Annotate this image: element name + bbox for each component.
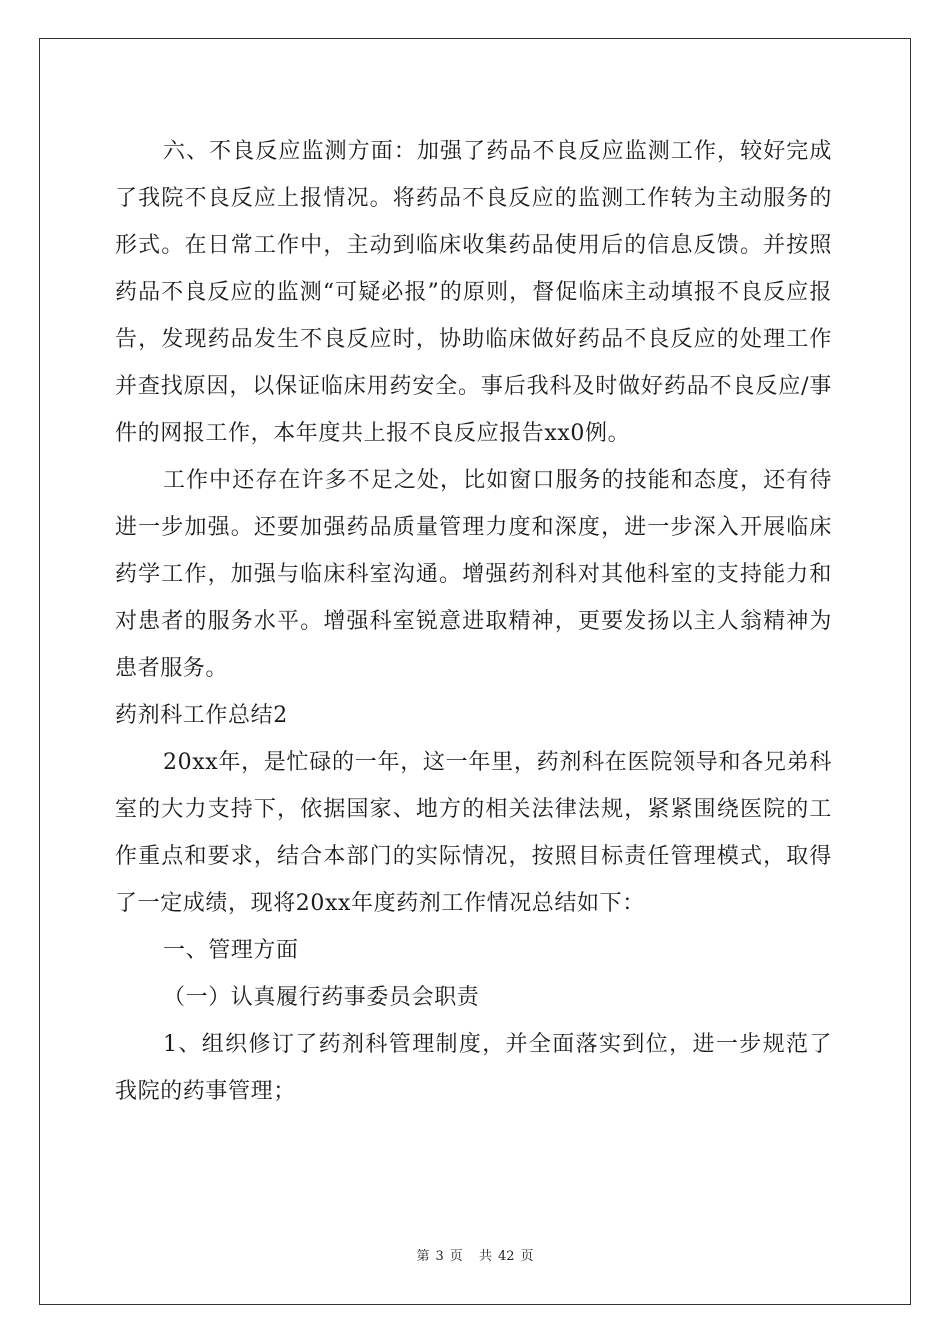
total-pages: 42 bbox=[497, 1249, 515, 1264]
paragraph-adverse-reaction: 六、不良反应监测方面：加强了药品不良反应监测工作，较好完成了我院不良反应上报情况。将药品不良反应的监测工作转为主动服务的形式。在日常工作中，主动到临床收集药品使用后的信息反馈。并按照药品不良反应的监测“可疑必报”的原则，督促临床主动填报不良反应报告，发现药品发生不良反应时，协助临床做好药品不良反应的处理工作并查找原因，以保证临床用药安全。事后我科及时做好药品不良反应/事件的网报工作，本年度共上报不良反应报告xx0例。 bbox=[115, 139, 832, 446]
total-label: 共 bbox=[478, 1249, 492, 1264]
paragraph-item-1: 1、组织修订了药剂科管理制度，并全面落实到位，进一步规范了我院的药事管理； bbox=[115, 1032, 832, 1104]
subheading-committee: （一）认真履行药事委员会职责 bbox=[163, 985, 480, 1010]
document-body bbox=[115, 128, 832, 1115]
page-label: 第 bbox=[416, 1249, 430, 1264]
page-number: 3 bbox=[435, 1249, 444, 1264]
subheading-management: 一、管理方面 bbox=[163, 938, 299, 963]
total-unit: 页 bbox=[520, 1249, 534, 1264]
paragraph-annual-summary: 20xx年，是忙碌的一年，这一年里，药剂科在医院领导和各兄弟科室的大力支持下，依据国家、地方的相关法律法规，紧紧围绕医院的工作重点和要求，结合本部门的实际情况，按照目标责任管理模式，取得了一定成绩，现将20xx年度药剂工作情况总结如下： bbox=[115, 750, 832, 916]
page-indicator bbox=[413, 1249, 465, 1264]
section-heading: 药剂科工作总结2 bbox=[115, 703, 288, 728]
page-footer bbox=[0, 1245, 950, 1264]
paragraph-shortcomings: 工作中还存在许多不足之处，比如窗口服务的技能和态度，还有待进一步加强。还要加强药品质量管理力度和深度，进一步深入开展临床药学工作，加强与临床科室沟通。增强药剂科对其他科室的支持能力和对患者的服务水平。增强科室锐意进取精神，更要发扬以主人翁精神为患者服务。 bbox=[115, 468, 832, 681]
total-indicator bbox=[476, 1249, 537, 1264]
page-unit: 页 bbox=[449, 1249, 463, 1264]
